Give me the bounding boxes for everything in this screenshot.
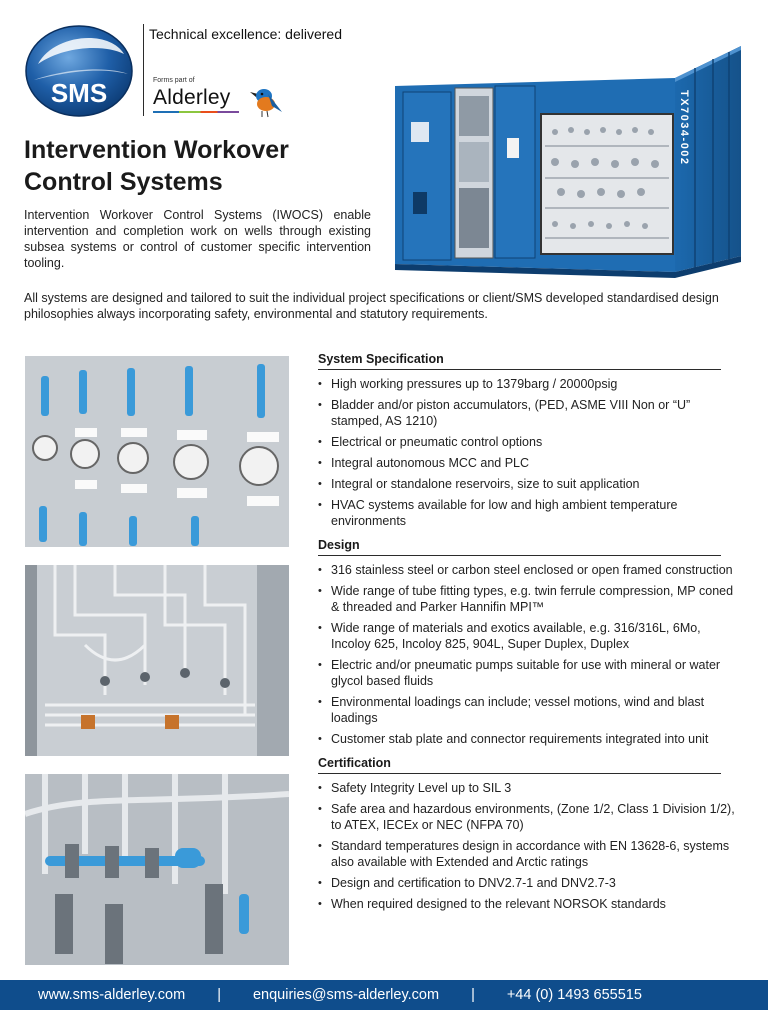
container-marking: TX7034-002 [678,90,690,166]
tubing-photo [25,565,289,756]
alderley-color-rule [153,111,239,113]
list-item: • Wide range of materials and exotics available, e.g. 316/316L, 6Mo, Incoloy 625, Incoloy 825, 904L, Super Duplex, Duplex [318,620,742,652]
title-line-2: Control Systems [24,168,223,196]
iwocs-container-photo [395,42,741,280]
forms-part-of-label: Forms part of [153,77,195,84]
gauge-panel-photo [25,356,289,547]
bullet-list [318,780,742,912]
phone-number[interactable]: +44 (0) 1493 655515 [506,987,642,1003]
section-design [318,538,742,747]
alderley-brand: Alderley [153,86,231,109]
bullet-list [318,376,742,529]
footer-separator: | [471,987,475,1003]
list-item: • 316 stainless steel or carbon steel enclosed or open framed construction [318,562,742,578]
list-item: • Standard temperatures design in accordance with EN 13628-6, systems also available with Extended and Arctic ratings [318,838,742,870]
intro-paragraph: Intervention Workover Control Systems (IWOCS) enable intervention and completion work on wells through existing subsea systems or control of customer specific intervention tooling. [24,208,371,270]
list-item: • Electric and/or pneumatic pumps suitable for use with mineral or water glycol based fluids [318,657,742,689]
list-item: • When required designed to the relevant NORSOK standards [318,896,742,912]
list-item: • Safety Integrity Level up to SIL 3 [318,780,742,796]
list-item: • Customer stab plate and connector requirements integrated into unit [318,731,742,747]
header-divider [143,24,144,116]
list-item: • Design and certification to DNV2.7-1 and DNV2.7-3 [318,875,742,891]
list-item: • Integral autonomous MCC and PLC [318,455,742,471]
list-item: • Integral or standalone reservoirs, size to suit application [318,476,742,492]
contact-footer [0,980,768,1010]
section-system-specification [318,352,742,529]
section-certification [318,756,742,912]
sms-logo [24,24,134,119]
website-link[interactable]: www.sms-alderley.com [38,987,186,1003]
design-philosophy-paragraph: All systems are designed and tailored to suit the individual project specifications or client/SMS developed standardised design philosophies always incorporating safety, environmental and statutory requirements. [24,291,719,321]
svg-text:SMS: SMS [50,78,108,108]
email-link[interactable]: enquiries@sms-alderley.com [252,987,440,1003]
kingfisher-icon [244,82,284,118]
footer-separator: | [217,987,221,1003]
tagline: Technical excellence: delivered [149,26,342,42]
list-item: • Environmental loadings can include; vessel motions, wind and blast loadings [318,694,742,726]
section-heading: Certification [318,756,721,774]
section-heading: Design [318,538,721,556]
title-line-1: Intervention Workover [24,136,289,164]
section-heading: System Specification [318,352,721,370]
list-item: • Bladder and/or piston accumulators, (PED, ASME VIII Non or “U” stamped, AS 1210) [318,397,742,429]
list-item: • Wide range of tube fitting types, e.g. twin ferrule compression, MP coned & threaded and Parker Hannifin MPI™ [318,583,742,615]
manifold-valves-photo [25,774,289,965]
list-item: • Safe area and hazardous environments, (Zone 1/2, Class 1 Division 1/2), to ATEX, IECEx or NEC (NFPA 70) [318,801,742,833]
page-title [24,134,384,198]
list-item: • High working pressures up to 1379barg / 20000psig [318,376,742,392]
specification-column [318,352,742,921]
list-item: • HVAC systems available for low and high ambient temperature environments [318,497,742,529]
bullet-list [318,562,742,747]
list-item: • Electrical or pneumatic control options [318,434,742,450]
